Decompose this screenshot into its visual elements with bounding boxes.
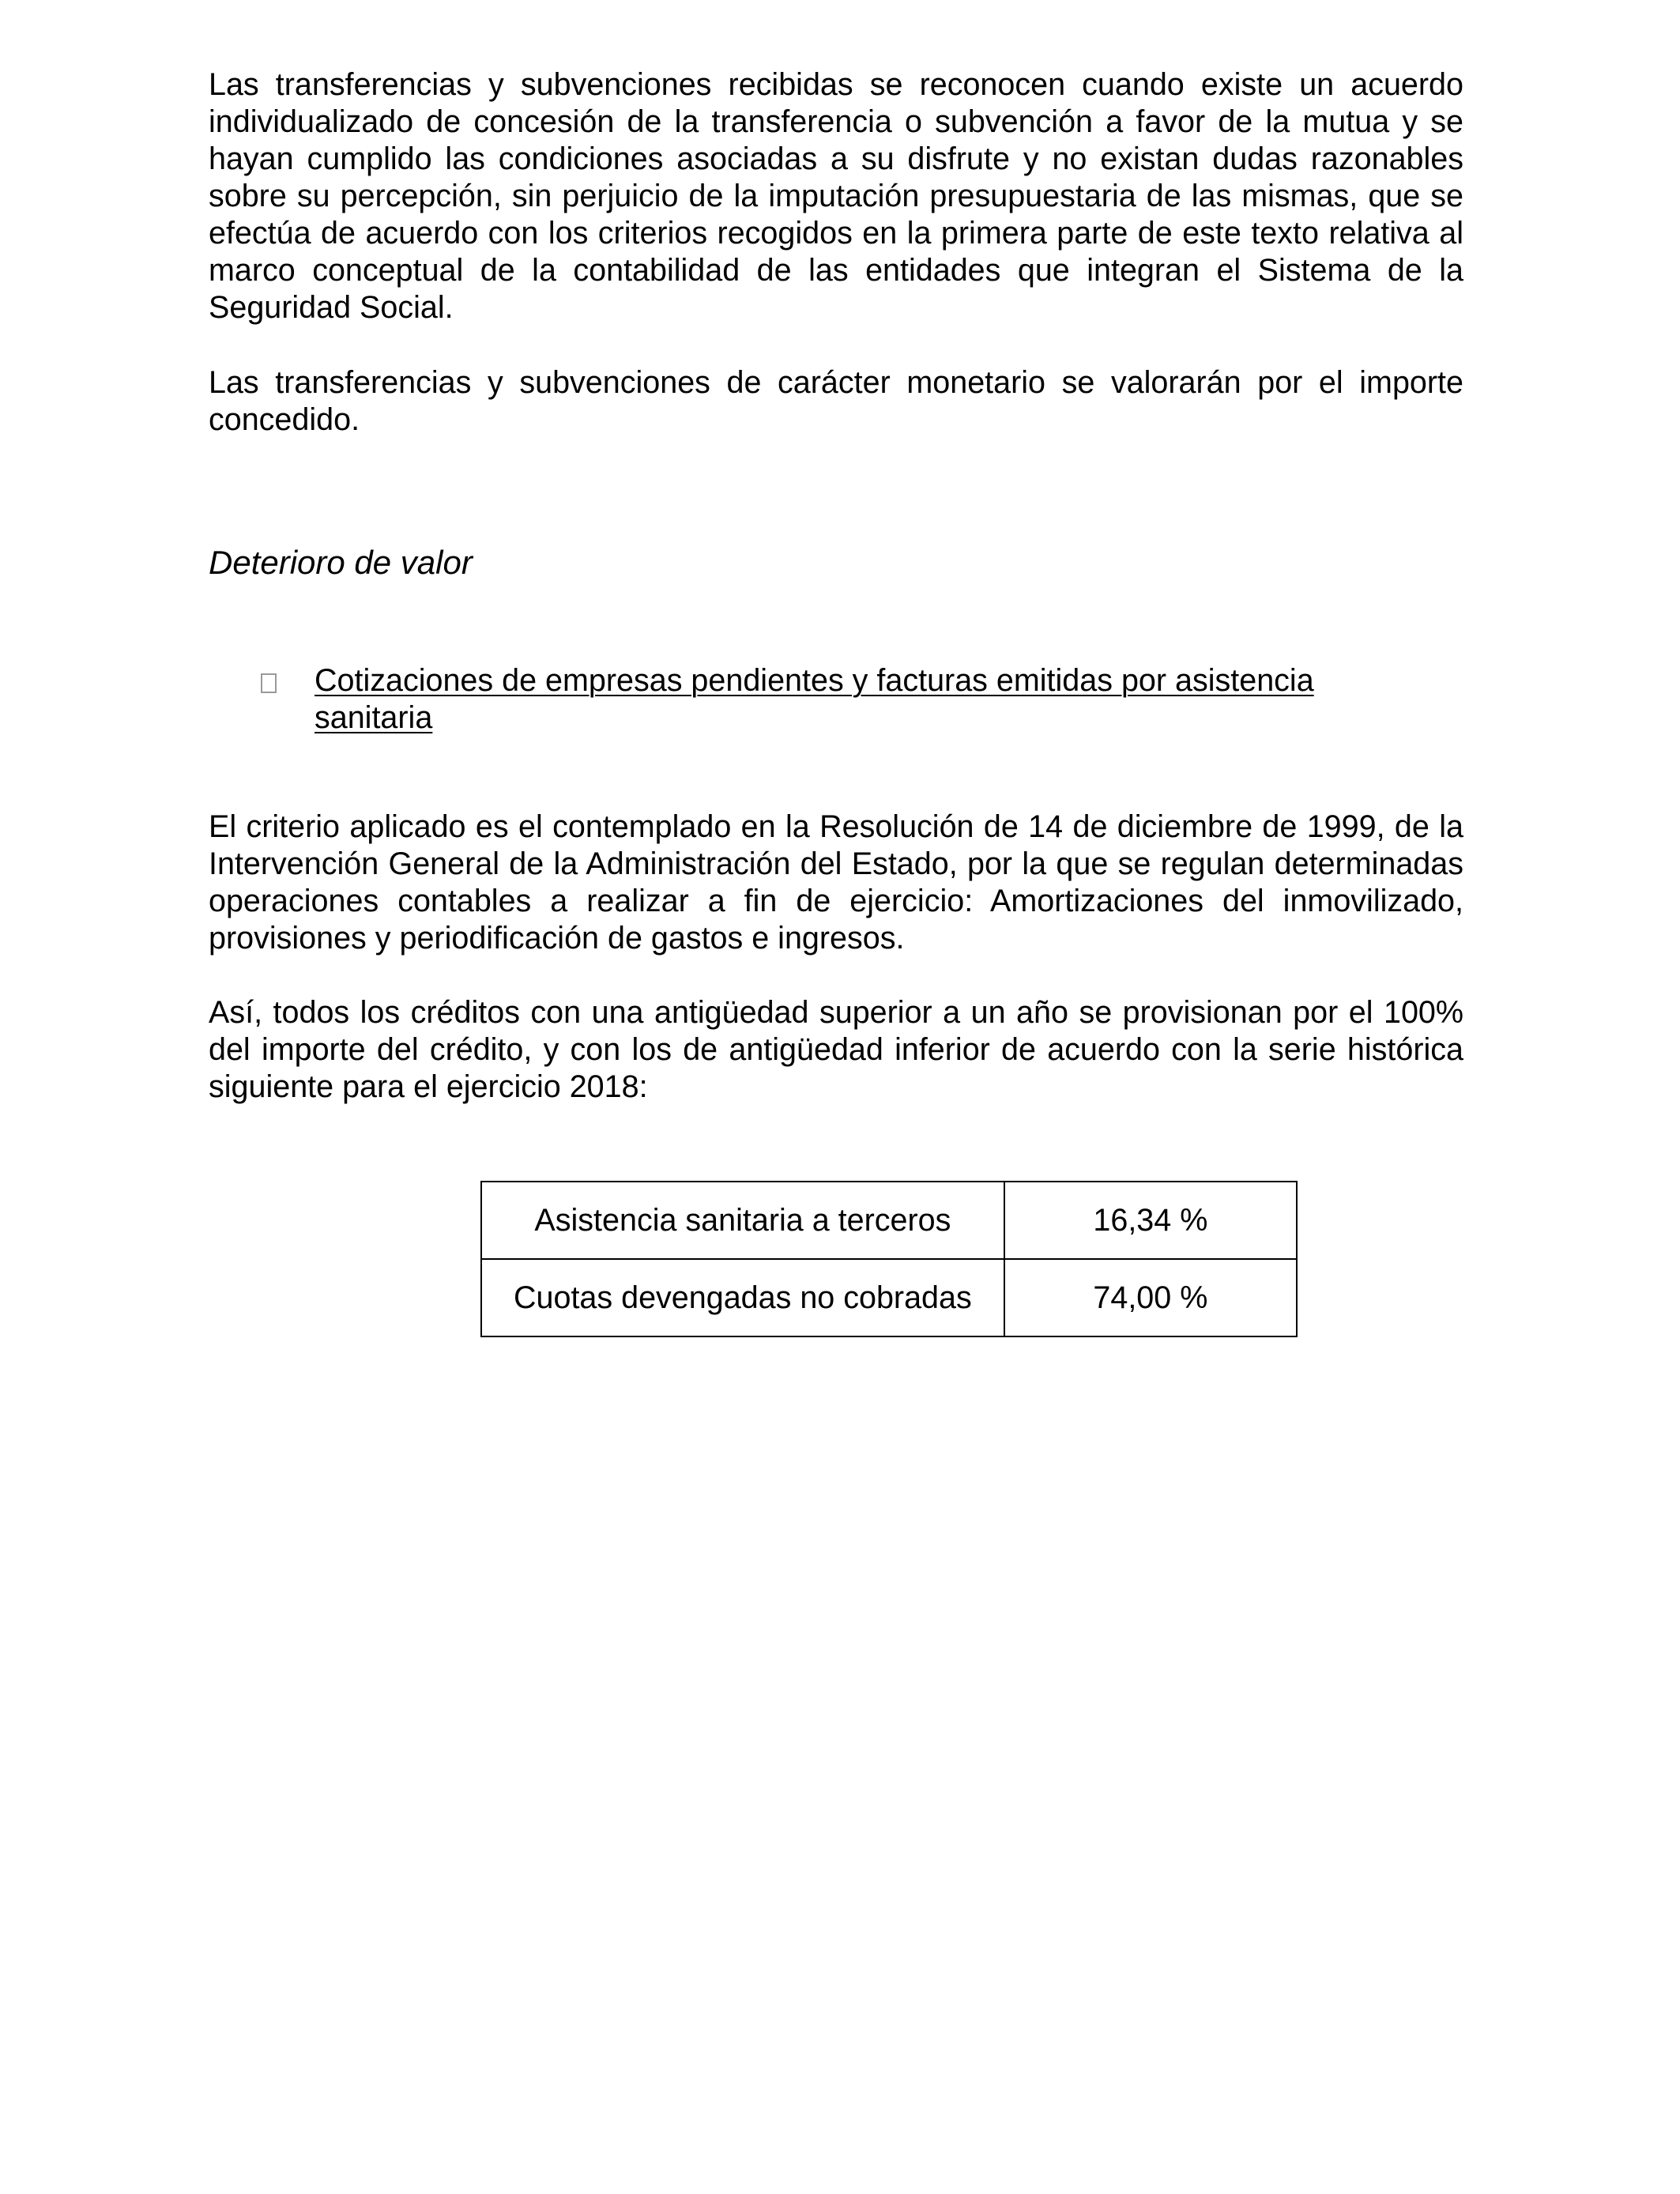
provision-rates-table: [480, 1181, 1298, 1337]
table-cell-value: 16,34 %: [1004, 1182, 1297, 1259]
paragraph-transferencias-valoracion: Las transferencias y subvenciones de carácter monetario se valorarán por el importe concedido.: [209, 365, 1463, 437]
paragraph-creditos-provision: Así, todos los créditos con una antigüedad superior a un año se provisionan por el 100% del importe del crédito, y con los de antigüedad inferior de acuerdo con la serie histórica siguiente para el ejercicio 2018:: [209, 995, 1463, 1104]
table-cell-label: Cuotas devengadas no cobradas: [481, 1259, 1004, 1336]
paragraph-criterio-aplicado: El criterio aplicado es el contemplado en la Resolución de 14 de diciembre de 1999, de la Intervención General de la Administración del Estado, por la que se regulan determinadas operaciones contables a realizar a fin de ejercicio: Amortizaciones del inmovilizado, provisiones y periodificación de gastos e ingresos.: [209, 809, 1463, 956]
bullet-item-text: Cotizaciones de empresas pendientes y facturas emitidas por asistencia sanitaria: [315, 663, 1314, 735]
paragraph-transferencias-reconocimiento: Las transferencias y subvenciones recibidas se reconocen cuando existe un acuerdo individualizado de concesión de la transferencia o subvención a favor de la mutua y se hayan cumplido las condiciones asociadas a su disfrute y no existan dudas razonables sobre su percepción, sin perjuicio de la imputación presupuestaria de las mismas, que se efectúa de acuerdo con los criterios recogidos en la primera parte de este texto relativa al marco conceptual de la contabilidad de las entidades que integran el Sistema de la Seguridad Social.: [209, 67, 1463, 325]
checkbox-icon: [261, 673, 277, 693]
table-cell-value: 74,00 %: [1004, 1259, 1297, 1336]
section-heading: Deterioro de valor: [209, 544, 473, 581]
table-row: [481, 1259, 1297, 1336]
table-row: [481, 1182, 1297, 1259]
table-cell-label: Asistencia sanitaria a terceros: [481, 1182, 1004, 1259]
